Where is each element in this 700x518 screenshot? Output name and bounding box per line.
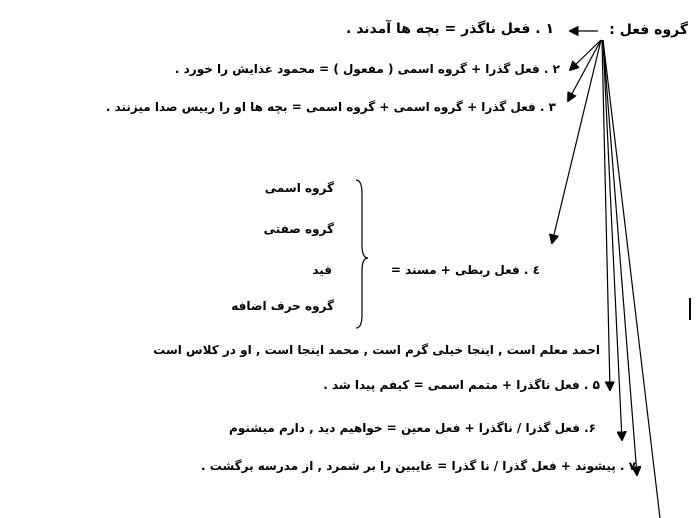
item-5: ۵ . فعل ناگذرا + متمم اسمی = کیفم پیدا شد . bbox=[323, 378, 600, 392]
item-3: ۳ . فعل گذرا + گروه اسمی + گروه اسمی = بچه ها او را رییس صدا میزنند . bbox=[105, 100, 556, 114]
item-1: ۱ . فعل ناگذر = بچه ها آمدند . bbox=[346, 21, 554, 37]
item-6: ۶. فعل گذرا / ناگذرا + فعل معین = خواهیم دید , دارم میشنوم bbox=[229, 421, 596, 435]
item-7: ۷ . پیشوند + فعل گذرا / نا گذرا = غایبین را بر شمرد , از مدرسه برگشت . bbox=[201, 459, 636, 473]
arrow-to-item-2 bbox=[570, 40, 601, 70]
mosnad-brace bbox=[356, 180, 368, 328]
mosnad-option-adverb: قید bbox=[312, 263, 332, 277]
item-4-example: احمد معلم است , اینجا خیلی گرم است , محمد اینجا است , او در کلاس است bbox=[153, 343, 600, 357]
item-4: ٤ . فعل ربطی + مسند = bbox=[390, 263, 540, 277]
item-2: ۲ . فعل گذرا + گروه اسمی ( مفعول ) = محمود غذایش را خورد . bbox=[174, 62, 560, 76]
arrow-to-item-3 bbox=[568, 40, 601, 101]
text-cursor-mark bbox=[689, 298, 691, 320]
mosnad-option-adjective-group: گروه صفتی bbox=[263, 222, 334, 236]
root-label: گروه فعل : bbox=[609, 22, 688, 38]
mosnad-option-noun-group: گروه اسمی bbox=[264, 181, 334, 195]
arrow-continuation-line bbox=[603, 40, 660, 518]
mosnad-option-prepositional-group: گروه حرف اضافه bbox=[231, 299, 334, 313]
